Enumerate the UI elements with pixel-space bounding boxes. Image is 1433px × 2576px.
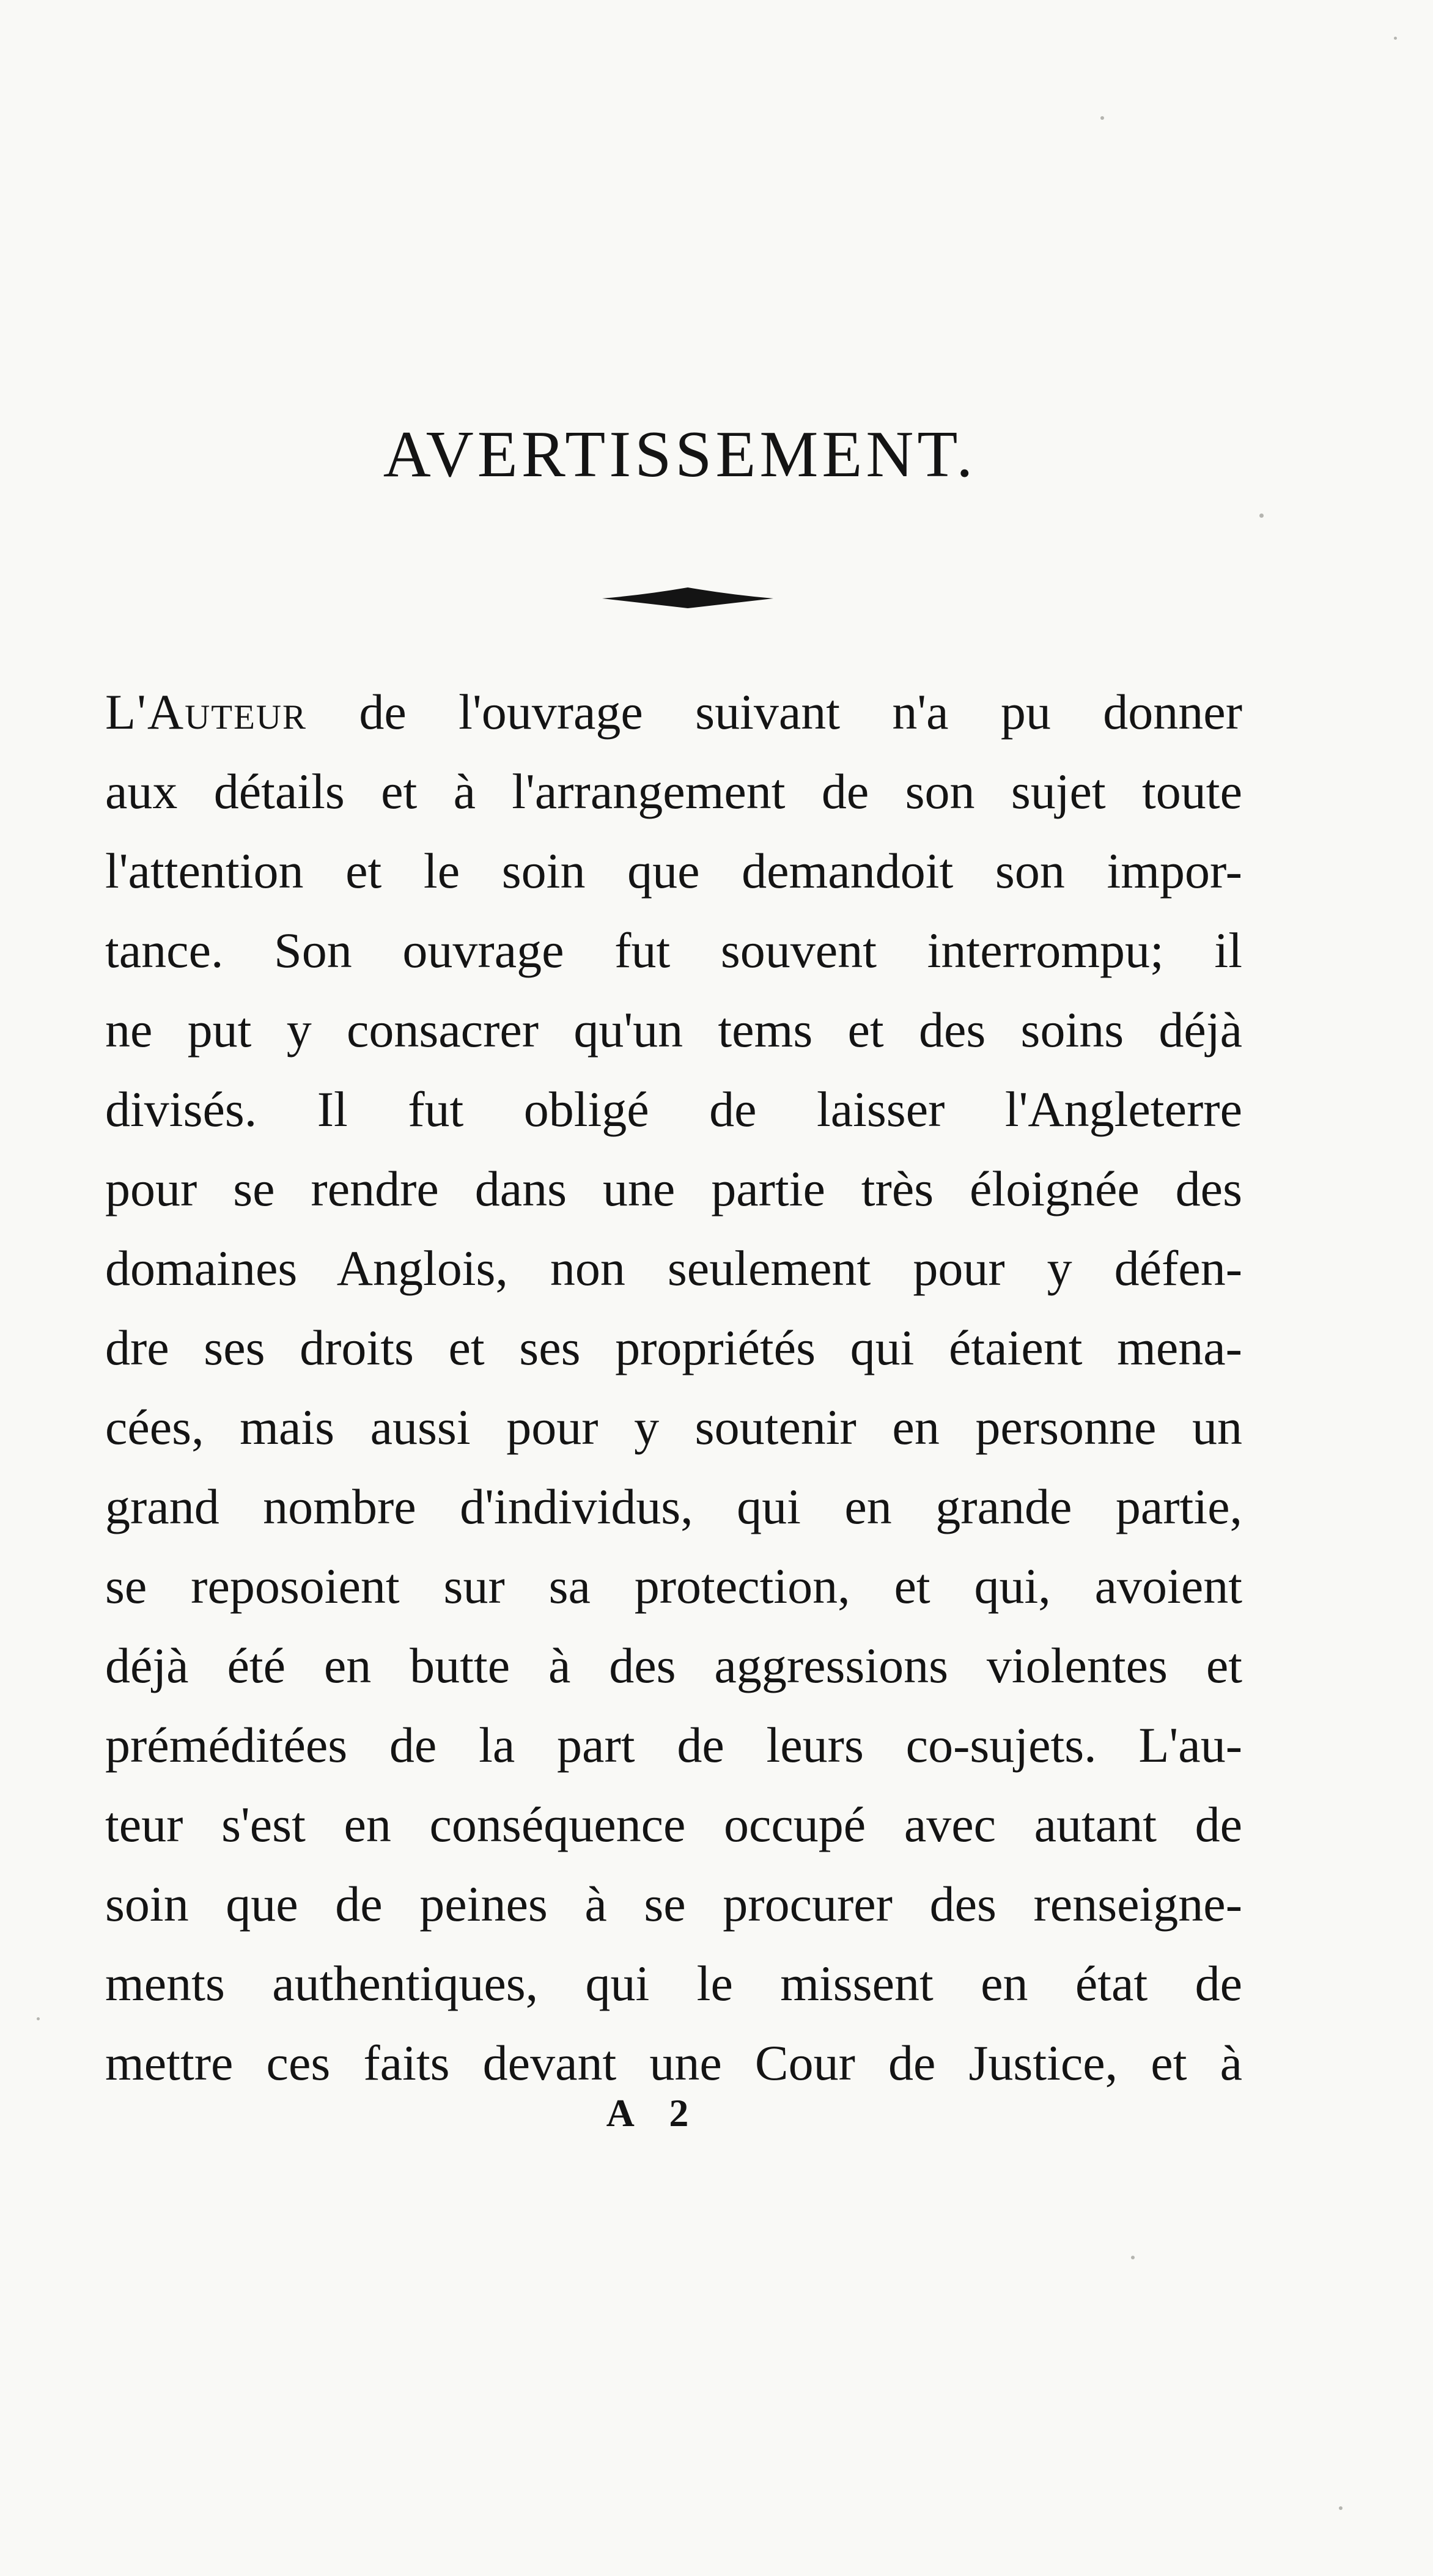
text-line: aux détails et à l'arrangement de son sujet toute (105, 764, 1242, 819)
text-line: tance. Son ouvrage fut souvent interrompu; il (105, 922, 1242, 978)
body-paragraph (105, 672, 1242, 2103)
paper-speck (1131, 2256, 1135, 2259)
paper-speck (1100, 116, 1104, 120)
text-line: l'attention et le soin que demandoit son impor- (105, 843, 1242, 899)
text-line: grand nombre d'individus, qui en grande partie, (105, 1479, 1242, 1534)
paper-speck (1339, 2506, 1343, 2510)
signature-mark: A 2 (606, 2091, 702, 2135)
paper-speck (1394, 37, 1397, 40)
text-line: déjà été en butte à des aggressions violentes et (105, 1638, 1242, 1693)
text-line: ments authentiques, qui le missent en état de (105, 1956, 1242, 2011)
text-line: préméditées de la part de leurs co-sujets. L'au- (105, 1717, 1242, 1773)
text-line: dre ses droits et ses propriétés qui étaient mena- (105, 1320, 1242, 1375)
text-line: domaines Anglois, non seulement pour y défen- (105, 1240, 1242, 1296)
ornament-rule-icon (602, 584, 773, 611)
text-line: mettre ces faits devant une Cour de Justice, et à (105, 2035, 1242, 2091)
text-line: pour se rendre dans une partie très éloignée des (105, 1161, 1242, 1216)
paper-speck (1259, 513, 1264, 518)
text-line: cées, mais aussi pour y soutenir en personne un (105, 1399, 1242, 1455)
paper-speck (37, 2017, 40, 2020)
page-title: AVERTISSEMENT. (383, 418, 977, 491)
text-line: ne put y consacrer qu'un tems et des soins déjà (105, 1002, 1242, 1058)
text-line: soin que de peines à se procurer des renseigne- (105, 1876, 1242, 1932)
text-line: divisés. Il fut obligé de laisser l'Angleterre (105, 1081, 1242, 1137)
text-line: se reposoient sur sa protection, et qui, avoient (105, 1558, 1242, 1614)
first-line-rest: de l'ouvrage suivant n'a pu donner (307, 684, 1242, 740)
text-line-1 (105, 672, 1242, 752)
lead-word: L'Auteur (105, 684, 308, 740)
text-line: teur s'est en conséquence occupé avec autant de (105, 1797, 1242, 1852)
